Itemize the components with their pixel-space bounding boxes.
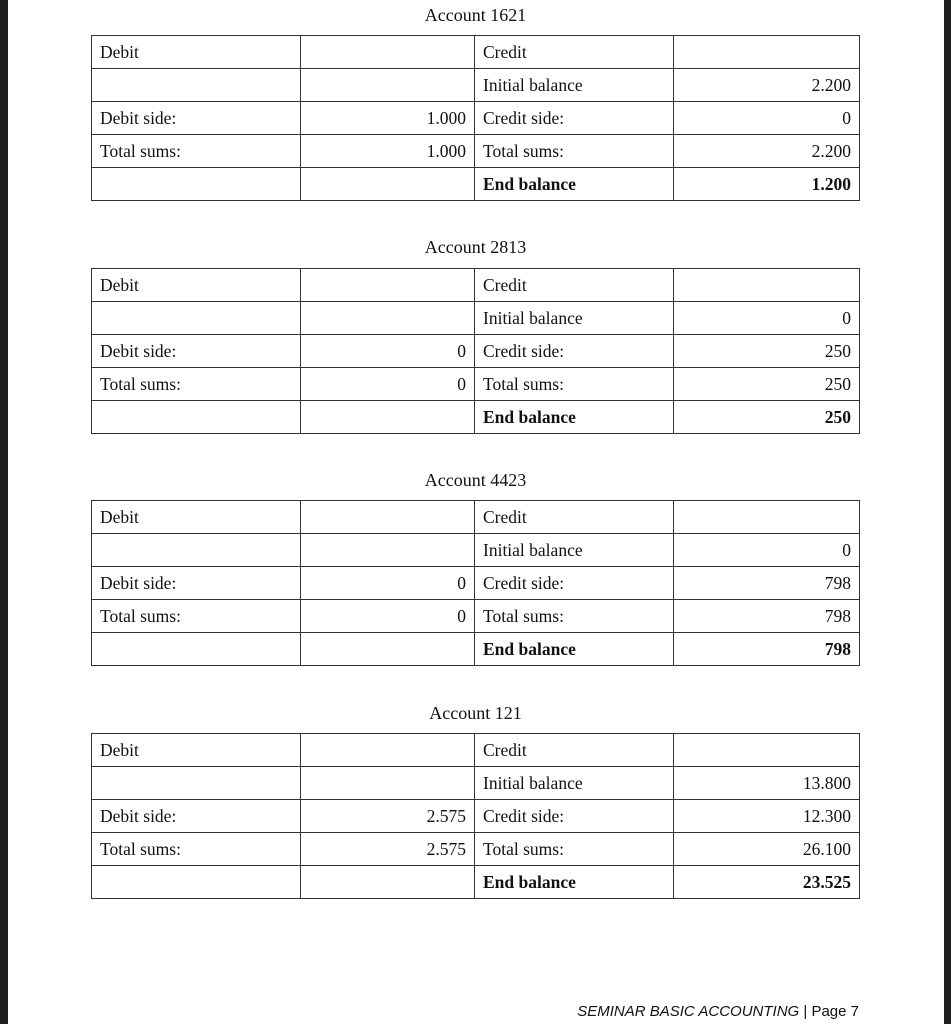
page-edge-left	[0, 0, 8, 1024]
credit-side-value: 0	[674, 102, 860, 135]
credit-side-label: Credit side:	[475, 567, 674, 600]
initial-balance-row	[92, 767, 860, 800]
debit-side-label: Debit side:	[92, 800, 301, 833]
header-row	[92, 269, 860, 302]
end-balance-row	[92, 866, 860, 899]
empty-cell	[301, 401, 475, 434]
initial-balance-value: 0	[674, 534, 860, 567]
initial-balance-row	[92, 534, 860, 567]
debit-side-value: 1.000	[301, 102, 475, 135]
footer-document-title: SEMINAR BASIC ACCOUNTING	[577, 1003, 800, 1020]
sides-row	[92, 567, 860, 600]
sides-row	[92, 335, 860, 368]
credit-total-label: Total sums:	[475, 135, 674, 168]
total-sums-row	[92, 368, 860, 401]
end-balance-row	[92, 168, 860, 201]
page-edge-right	[944, 0, 951, 1024]
initial-balance-value: 2.200	[674, 69, 860, 102]
debit-header: Debit	[92, 36, 301, 69]
debit-total-label: Total sums:	[92, 368, 301, 401]
debit-header: Debit	[92, 734, 301, 767]
empty-cell	[92, 767, 301, 800]
empty-cell	[92, 534, 301, 567]
end-balance-value: 250	[674, 401, 860, 434]
end-balance-label: End balance	[475, 866, 674, 899]
empty-cell	[301, 734, 475, 767]
account-ledger-table	[91, 733, 860, 899]
credit-side-value: 250	[674, 335, 860, 368]
initial-balance-label: Initial balance	[475, 534, 674, 567]
header-row	[92, 501, 860, 534]
empty-cell	[92, 302, 301, 335]
credit-total-value: 2.200	[674, 135, 860, 168]
credit-total-label: Total sums:	[475, 833, 674, 866]
end-balance-label: End balance	[475, 633, 674, 666]
debit-side-label: Debit side:	[92, 335, 301, 368]
initial-balance-row	[92, 302, 860, 335]
debit-total-value: 0	[301, 368, 475, 401]
credit-total-value: 250	[674, 368, 860, 401]
empty-cell	[301, 534, 475, 567]
total-sums-row	[92, 833, 860, 866]
initial-balance-label: Initial balance	[475, 302, 674, 335]
end-balance-value: 1.200	[674, 168, 860, 201]
empty-cell	[92, 168, 301, 201]
credit-header: Credit	[475, 734, 674, 767]
page-footer	[577, 1003, 859, 1021]
account-title: Account 1621	[424, 5, 527, 25]
credit-side-label: Credit side:	[475, 335, 674, 368]
end-balance-label: End balance	[475, 401, 674, 434]
debit-side-value: 0	[301, 335, 475, 368]
initial-balance-row	[92, 69, 860, 102]
credit-side-value: 798	[674, 567, 860, 600]
empty-cell	[92, 866, 301, 899]
initial-balance-label: Initial balance	[475, 69, 674, 102]
empty-cell	[674, 269, 860, 302]
initial-balance-label: Initial balance	[475, 767, 674, 800]
credit-side-label: Credit side:	[475, 800, 674, 833]
account-title: Account 4423	[424, 470, 527, 490]
debit-side-label: Debit side:	[92, 102, 301, 135]
debit-header: Debit	[92, 501, 301, 534]
debit-total-value: 1.000	[301, 135, 475, 168]
empty-cell	[301, 168, 475, 201]
footer-separator: |	[803, 1003, 808, 1020]
header-row	[92, 36, 860, 69]
debit-total-value: 2.575	[301, 833, 475, 866]
empty-cell	[92, 69, 301, 102]
empty-cell	[301, 767, 475, 800]
end-balance-value: 23.525	[674, 866, 860, 899]
end-balance-row	[92, 401, 860, 434]
sides-row	[92, 102, 860, 135]
empty-cell	[301, 36, 475, 69]
debit-total-value: 0	[301, 600, 475, 633]
empty-cell	[301, 302, 475, 335]
debit-total-label: Total sums:	[92, 600, 301, 633]
sides-row	[92, 800, 860, 833]
debit-side-value: 2.575	[301, 800, 475, 833]
account-ledger-table	[91, 500, 860, 666]
end-balance-label: End balance	[475, 168, 674, 201]
empty-cell	[301, 269, 475, 302]
total-sums-row	[92, 600, 860, 633]
debit-side-value: 0	[301, 567, 475, 600]
empty-cell	[301, 501, 475, 534]
credit-side-label: Credit side:	[475, 102, 674, 135]
credit-header: Credit	[475, 501, 674, 534]
empty-cell	[92, 633, 301, 666]
initial-balance-value: 13.800	[674, 767, 860, 800]
total-sums-row	[92, 135, 860, 168]
initial-balance-value: 0	[674, 302, 860, 335]
credit-total-label: Total sums:	[475, 368, 674, 401]
footer-page-number: Page 7	[811, 1003, 859, 1020]
credit-header: Credit	[475, 269, 674, 302]
empty-cell	[674, 501, 860, 534]
empty-cell	[674, 36, 860, 69]
end-balance-row	[92, 633, 860, 666]
account-ledger-table	[91, 268, 860, 434]
debit-header: Debit	[92, 269, 301, 302]
empty-cell	[301, 866, 475, 899]
header-row	[92, 734, 860, 767]
empty-cell	[301, 69, 475, 102]
credit-total-value: 798	[674, 600, 860, 633]
credit-header: Credit	[475, 36, 674, 69]
account-ledger-table	[91, 35, 860, 201]
end-balance-value: 798	[674, 633, 860, 666]
credit-total-value: 26.100	[674, 833, 860, 866]
empty-cell	[674, 734, 860, 767]
credit-total-label: Total sums:	[475, 600, 674, 633]
credit-side-value: 12.300	[674, 800, 860, 833]
debit-side-label: Debit side:	[92, 567, 301, 600]
empty-cell	[301, 633, 475, 666]
debit-total-label: Total sums:	[92, 135, 301, 168]
account-title: Account 2813	[424, 237, 527, 257]
debit-total-label: Total sums:	[92, 833, 301, 866]
account-title: Account 121	[429, 703, 522, 723]
empty-cell	[92, 401, 301, 434]
